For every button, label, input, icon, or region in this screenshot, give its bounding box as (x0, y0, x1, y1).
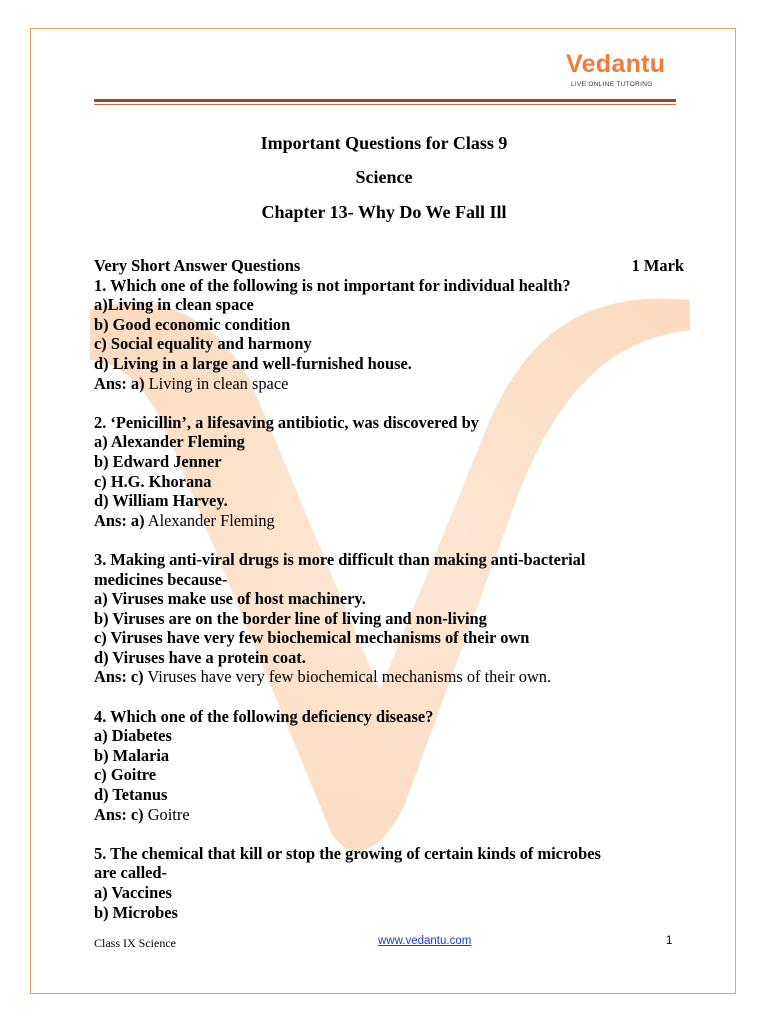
answer-2 (94, 511, 684, 531)
answer-text: Alexander Fleming (144, 510, 275, 530)
answer-text: Viruses have very few biochemical mechanisms of their own. (143, 667, 552, 687)
answer-3 (94, 667, 684, 687)
answer-label: Ans: c) (94, 667, 144, 687)
header-rule (94, 99, 676, 102)
question-5: 5. The chemical that kill or stop the growing of certain kinds of microbes (94, 843, 601, 863)
footer-website-link[interactable]: www.vedantu.com (378, 935, 472, 947)
question-4: 4. Which one of the following deficiency disease? (94, 706, 434, 726)
vedantu-logo (566, 50, 678, 94)
option: b) Viruses are on the border line of living and non-living (94, 608, 487, 628)
option: d) William Harvey. (94, 491, 228, 511)
option: c) Social equality and harmony (94, 334, 312, 354)
option: d) Tetanus (94, 785, 168, 805)
option: b) Malaria (94, 745, 170, 765)
answer-label: Ans: a) (94, 510, 145, 530)
question-5-cont: are called- (94, 863, 167, 883)
question-list (94, 256, 684, 922)
option: b) Edward Jenner (94, 451, 222, 471)
section-label: Very Short Answer Questions (94, 256, 301, 275)
answer-label: Ans: c) (94, 804, 144, 824)
question-3: 3. Making anti-viral drugs is more difficult than making anti-bacterial (94, 549, 586, 569)
option: a) Viruses make use of host machinery. (94, 589, 366, 609)
answer-text: Living in clean space (144, 373, 289, 393)
option: a) Alexander Fleming (94, 432, 245, 452)
question-3-cont: medicines because- (94, 569, 228, 589)
section-marks: 1 Mark (631, 256, 684, 275)
doc-subject: Science (355, 167, 413, 187)
option: c) Goitre (94, 765, 157, 785)
doc-chapter: Chapter 13- Why Do We Fall Ill (261, 202, 507, 222)
option: b) Microbes (94, 902, 178, 922)
option: c) Viruses have very few biochemical mechanisms of their own (94, 628, 530, 648)
option: a) Diabetes (94, 726, 172, 746)
footer-class-label: Class IX Science (94, 936, 176, 950)
question-2: 2. ‘Penicillin’, a lifesaving antibiotic, was discovered by (94, 412, 479, 432)
logo-wordmark: Vedantu (566, 50, 666, 78)
option: d) Living in a large and well-furnished house. (94, 353, 412, 373)
answer-label: Ans: a) (94, 373, 145, 393)
option: c) H.G. Khorana (94, 471, 212, 491)
answer-1 (94, 374, 684, 394)
option: a) Vaccines (94, 883, 172, 902)
question-1: 1. Which one of the following is not important for individual health? (94, 275, 571, 295)
answer-text: Goitre (143, 804, 190, 824)
logo-tagline: LIVE ONLINE TUTORING (571, 81, 653, 88)
page-number: 1 (666, 935, 673, 947)
header-rule-thin (94, 104, 676, 105)
section-header (94, 256, 684, 276)
doc-title: Important Questions for Class 9 (260, 133, 508, 153)
option: a)Living in clean space (94, 295, 254, 315)
answer-4 (94, 805, 684, 825)
option: d) Viruses have a protein coat. (94, 647, 306, 667)
option: b) Good economic condition (94, 314, 291, 334)
